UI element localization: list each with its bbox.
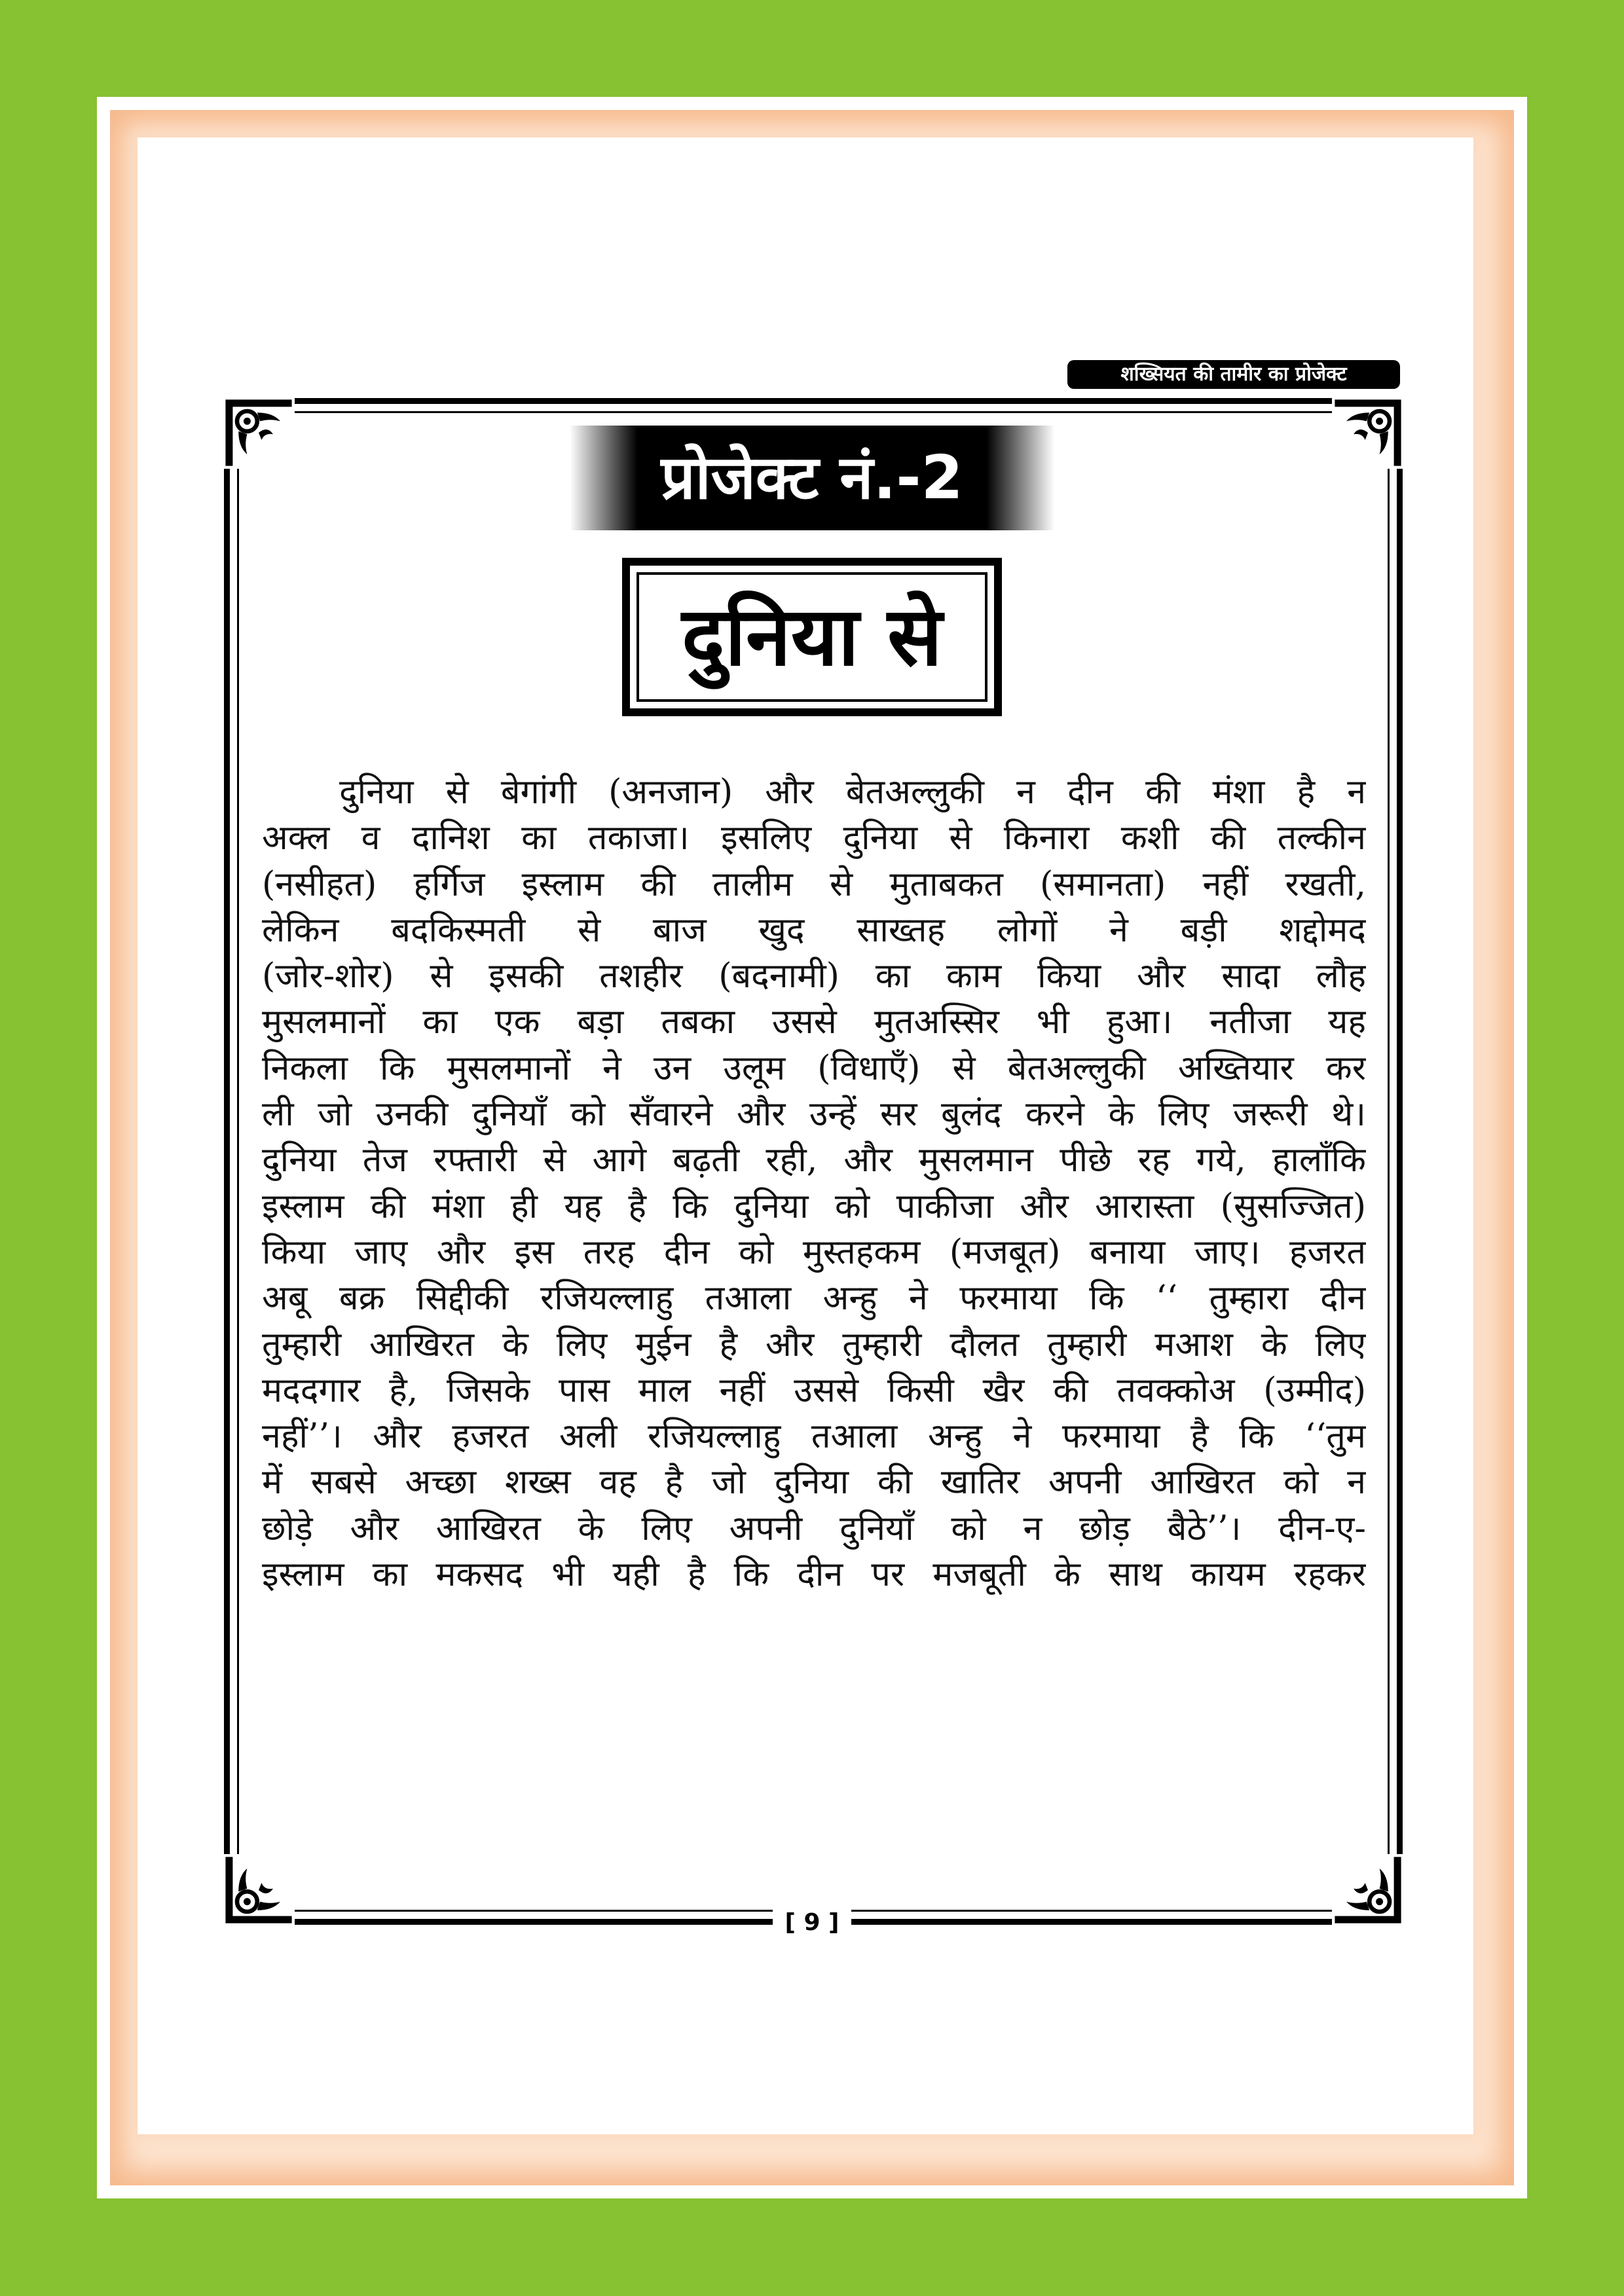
body-line: (जोर-शोर) से इसकी तशहीर (बदनामी) का काम किया और सादा लौह xyxy=(262,957,1366,996)
body-line: इस्लाम का मकसद भी यही है कि दीन पर मजबूती के साथ कायम रहकर xyxy=(262,1555,1366,1595)
body-line: अबू बक्र सिद्दीकी रजियल्लाहु तआला अन्हु ने फरमाया कि ‘‘ तुम्हारा दीन xyxy=(262,1279,1366,1319)
running-head: शख्सियत की तामीर का प्रोजेक्ट xyxy=(1067,360,1400,389)
body-line: में सबसे अच्छा शख्स वह है जो दुनिया की खातिर अपनी आखिरत को न xyxy=(262,1463,1366,1503)
corner-ornament-icon xyxy=(223,397,295,469)
body-text xyxy=(262,769,1366,1597)
chapter-title: दुनिया से xyxy=(637,572,987,702)
body-line: नहीं’’। और हजरत अली रजियल्लाहु तआला अन्हु ने फरमाया है कि ‘‘तुम xyxy=(262,1417,1366,1457)
body-line: अक्ल व दानिश का तकाजा। इसलिए दुनिया से किनारा कशी की तल्कीन xyxy=(262,818,1366,858)
body-line: मददगार है, जिसके पास माल नहीं उससे किसी खैर की तवक्कोअ (उम्मीद) xyxy=(262,1370,1366,1410)
body-line: लेकिन बदकिस्मती से बाज खुद साख्तह लोगों ने बड़ी शद्दोमद xyxy=(262,910,1366,950)
body-line: दुनिया से बेगांगी (अनजान) और बेतअल्लुकी न दीन की मंशा है न xyxy=(339,773,1366,812)
body-line: (नसीहत) हर्गिज इस्लाम की तालीम से मुताबकत (समानता) नहीं रखती, xyxy=(262,864,1366,904)
page-number: [ 9 ] xyxy=(773,1906,851,1939)
body-line: इस्लाम की मंशा ही यह है कि दुनिया को पाकीजा और आरास्ता (सुसज्जित) xyxy=(262,1186,1366,1226)
body-line: ली जो उनकी दुनियाँ को सँवारने और उन्हें सर बुलंद करने के लिए जरूरी थे। xyxy=(262,1095,1366,1135)
body-line: छोड़े और आखिरत के लिए अपनी दुनियाँ को न छोड़ बैठे’’। दीन-ए- xyxy=(262,1508,1366,1548)
corner-ornament-icon xyxy=(1332,1854,1404,1926)
body-line: किया जाए और इस तरह दीन को मुस्तहकम (मजबूत) बनाया जाए। हजरत xyxy=(262,1232,1366,1272)
body-line: तुम्हारी आखिरत के लिए मुईन है और तुम्हारी दौलत तुम्हारी मआश के लिए xyxy=(262,1324,1366,1364)
chapter-title-box xyxy=(622,558,1002,716)
body-line: मुसलमानों का एक बड़ा तबका उससे मुतअस्सिर भी हुआ। नतीजा यह xyxy=(262,1002,1366,1042)
corner-ornament-icon xyxy=(223,1854,295,1926)
project-number-banner: प्रोजेक्ट नं.-2 xyxy=(570,426,1054,530)
body-line: निकला कि मुसलमानों ने उन उलूम (विधाएँ) से बेतअल्लुकी अख्तियार कर xyxy=(262,1048,1366,1088)
corner-ornament-icon xyxy=(1332,397,1404,469)
body-line: दुनिया तेज रफ्तारी से आगे बढ़ती रही, और मुसलमान पीछे रह गये, हालाँकि xyxy=(262,1140,1366,1180)
